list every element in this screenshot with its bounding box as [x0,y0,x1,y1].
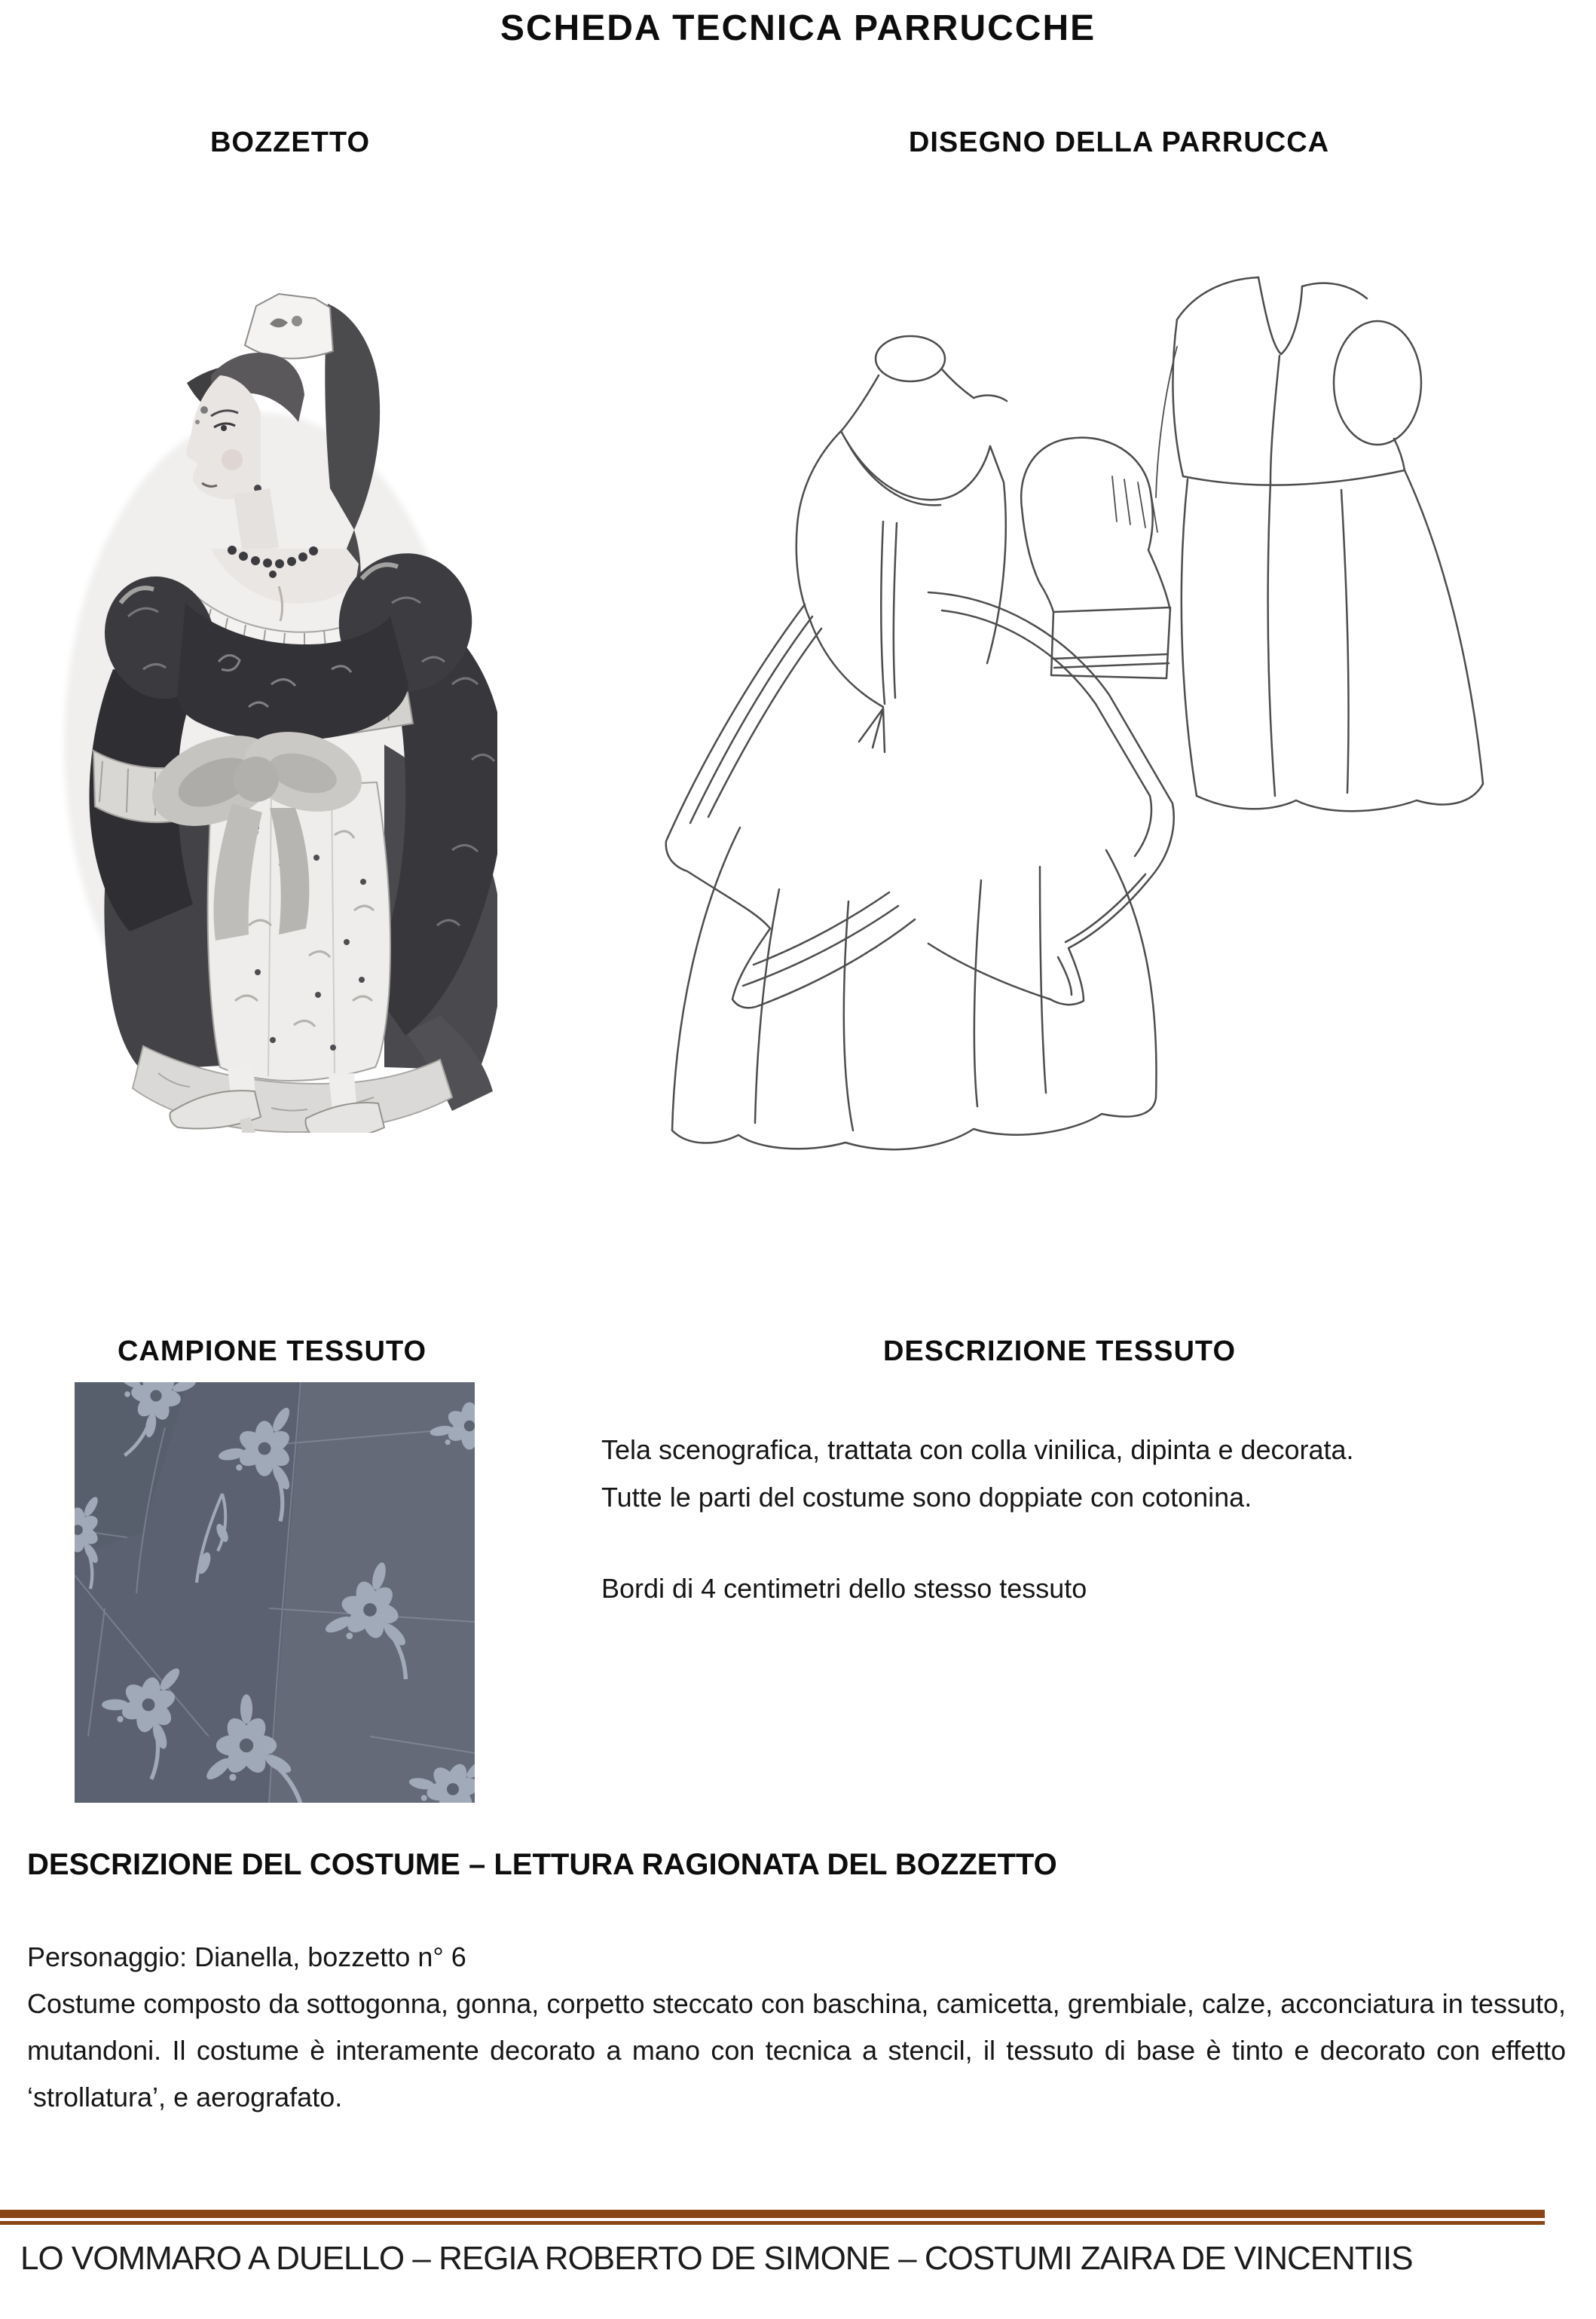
section-label-disegno-parrucca: DISEGNO DELLA PARRUCCA [908,127,1330,158]
character-line: Personaggio: Dianella, bozzetto n° 6 [27,1941,466,1972]
footer-credits: LO VOMMARO A DUELLO – REGIA ROBERTO DE SIMONE – COSTUMI ZAIRA DE VINCENTIIS [20,2240,1413,2277]
costume-sketch-image [30,262,497,1133]
cheek [222,449,243,470]
forehead-jewel [200,406,208,414]
bow-knot [234,757,279,802]
wig-drawing-image [618,256,1545,1259]
footer-rule-thin [0,2221,1545,2225]
cap-jewel [292,316,302,326]
costume-sketch-svg [30,262,497,1133]
fabric-sample-svg [75,1382,475,1803]
front-view-skirt [672,828,1156,1149]
costume-description-heading: DESCRIZIONE DEL COSTUME – LETTURA RAGIONATA DEL BOZZETTO [27,1848,1057,1881]
section-label-bozzetto: BOZZETTO [209,127,371,158]
back-view [1156,277,1483,811]
wig-drawing-svg [618,256,1545,1259]
section-label-campione-tessuto: CAMPIONE TESSUTO [117,1335,427,1367]
fabric-sample-image [75,1382,475,1803]
pupil [221,425,227,431]
headdress-cap [245,294,333,359]
costume-body-paragraph: Costume composto da sottogonna, gonna, corpetto steccato con baschina, camicetta, grembiale, calze, acconciatura in tessuto, mutandoni. Il costume è interamente decorato a mano con tecnica a stencil, il tessuto di base è tinto e decorato con effetto ‘strollatura’, e aerografato. [27,1988,1566,2112]
fabric-description-line1: Tela scenografica, trattata con colla vinilica, dipinta e decorata. [601,1434,1354,1465]
spacer [601,1521,1581,1565]
fabric-description-line3: Bordi di 4 centimetri dello stesso tessuto [601,1573,1087,1604]
front-view-peplum [666,592,1174,1008]
jewel-chain-dot [195,420,200,424]
footer-rule-thick [0,2210,1545,2218]
front-view-bodice [796,336,1007,752]
fabric-description-line2: Tutte le parti del costume sono doppiate con cotonina. [601,1482,1252,1513]
section-label-descrizione-tessuto: DESCRIZIONE TESSUTO [882,1335,1237,1367]
page-title: SCHEDA TECNICA PARRUCCHE [500,8,1096,48]
fabric-description-block [601,1426,1581,1612]
costume-description-block [27,1934,1566,2121]
front-view-sleeve [1021,438,1170,678]
